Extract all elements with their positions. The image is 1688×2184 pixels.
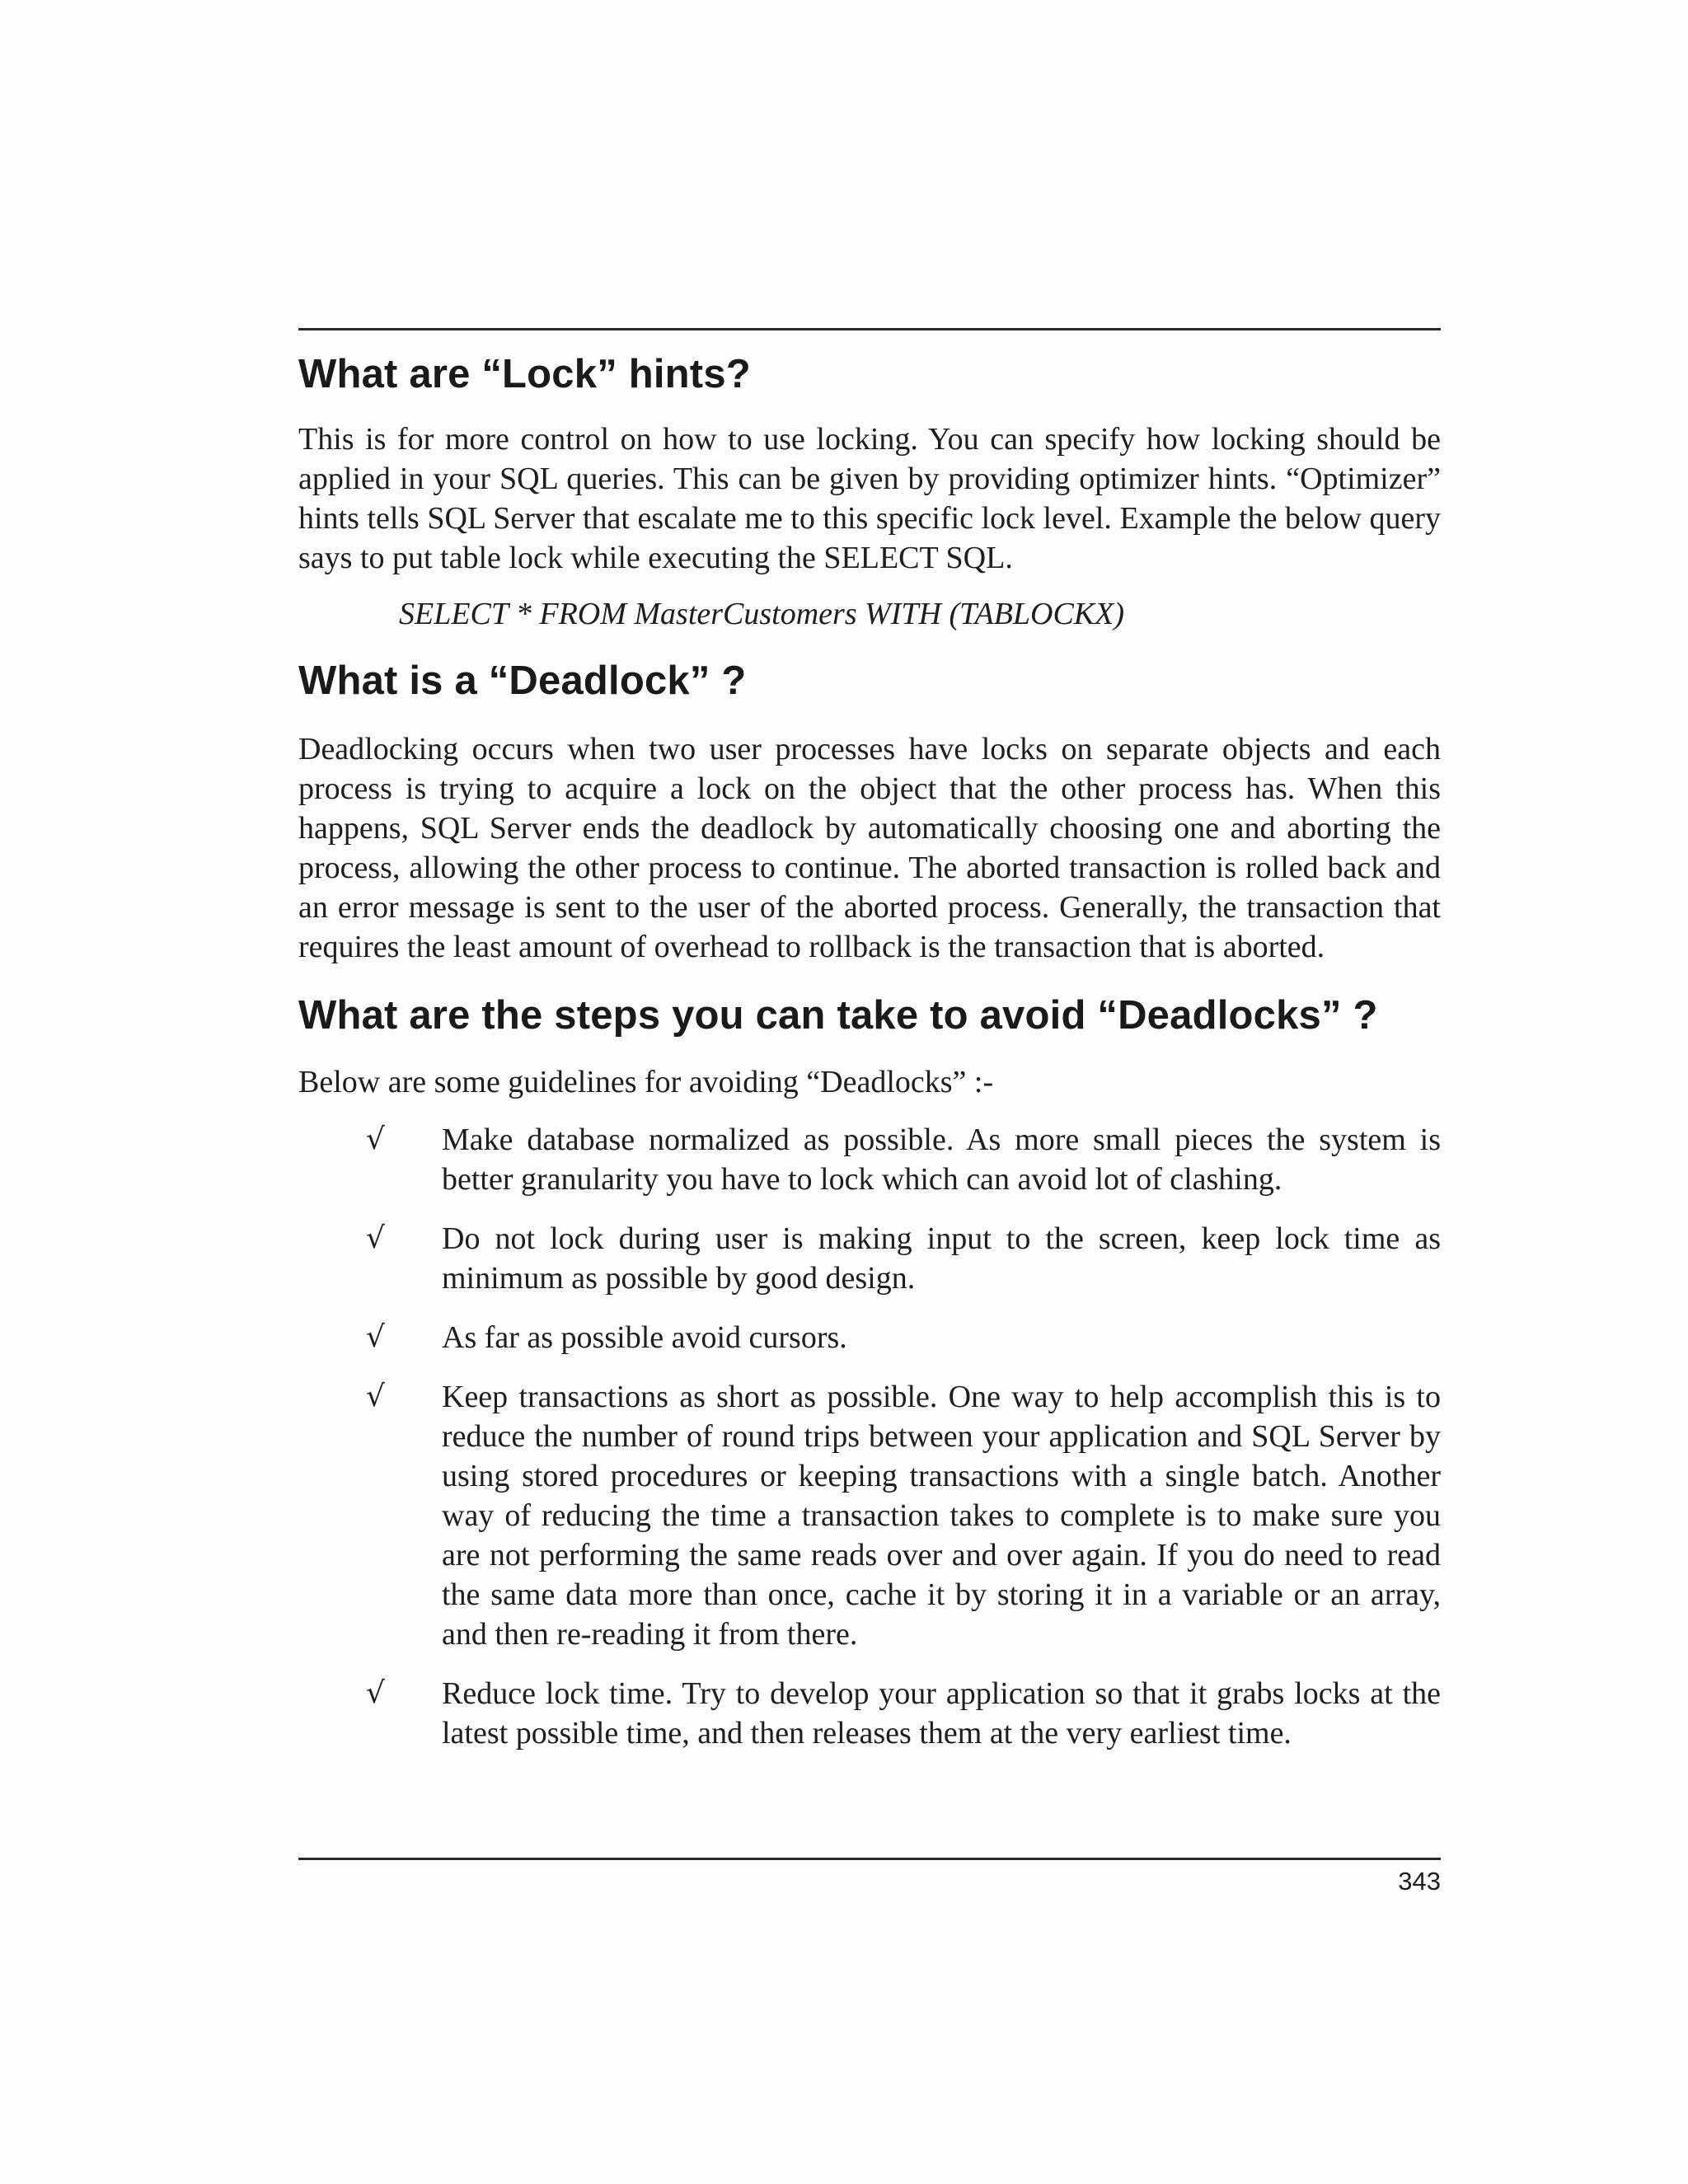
avoid-deadlocks-heading: What are the steps you can take to avoid “Deadlocks” ?: [298, 993, 1378, 1038]
guideline-text: As far as possible avoid cursors.: [442, 1320, 847, 1355]
lock-hints-heading: What are “Lock” hints?: [298, 352, 751, 396]
bottom-rule: [298, 1858, 1441, 1860]
page-content: [298, 328, 1441, 1773]
lock-hints-paragraph: This is for more control on how to use locking. You can specify how locking should be applied in your SQL queries. This can be given by providing optimizer hints. “Optimizer” hints tells SQL Server that escalate me to this specific lock level. Example the below query says to put table lock while executing the SELECT SQL.: [298, 422, 1441, 575]
guideline-text: Make database normalized as possible. As more small pieces the system is better granularity you have to lock which can avoid lot of clashing.: [442, 1122, 1441, 1197]
page-footer: [298, 1858, 1441, 1896]
checkmark-icon: √: [366, 1320, 385, 1354]
top-rule: [298, 328, 1441, 330]
checkmark-icon: √: [366, 1122, 385, 1156]
lock-hints-code-example: SELECT * FROM MasterCustomers WITH (TABLOCKX): [399, 597, 1125, 631]
checkmark-icon: √: [366, 1221, 385, 1255]
list-item: [298, 1120, 1441, 1199]
guidelines-list: [298, 1120, 1441, 1753]
list-item: [298, 1219, 1441, 1298]
avoid-deadlocks-intro: Below are some guidelines for avoiding “Deadlocks” :-: [298, 1065, 994, 1099]
guideline-text: Reduce lock time. Try to develop your application so that it grabs locks at the latest possible time, and then releases them at the very earliest time.: [442, 1676, 1441, 1750]
list-item: [298, 1674, 1441, 1753]
checkmark-icon: √: [366, 1676, 385, 1710]
page-number: 343: [1398, 1867, 1441, 1896]
deadlock-heading: What is a “Deadlock” ?: [298, 658, 747, 703]
list-item: [298, 1377, 1441, 1654]
deadlock-paragraph: Deadlocking occurs when two user processes have locks on separate objects and each process is trying to acquire a lock on the object that the other process has. When this happens, SQL Server ends the deadlock by automatically choosing one and aborting the process, allowing the other process to continue. The aborted transaction is rolled back and an error message is sent to the user of the aborted process. Generally, the transaction that requires the least amount of overhead to rollback is the transaction that is aborted.: [298, 732, 1441, 964]
checkmark-icon: √: [366, 1380, 385, 1413]
guideline-text: Keep transactions as short as possible. One way to help accomplish this is to reduce the number of round trips between your application and SQL Server by using stored procedures or keeping transactions with a single batch. Another way of reducing the time a transaction takes to complete is to make sure you are not performing the same reads over and over again. If you do need to read the same data more than once, cache it by storing it in a variable or an array, and then re-reading it from there.: [442, 1380, 1441, 1652]
guideline-text: Do not lock during user is making input to the screen, keep lock time as minimum as possible by good design.: [442, 1221, 1441, 1296]
list-item: [298, 1318, 1441, 1357]
